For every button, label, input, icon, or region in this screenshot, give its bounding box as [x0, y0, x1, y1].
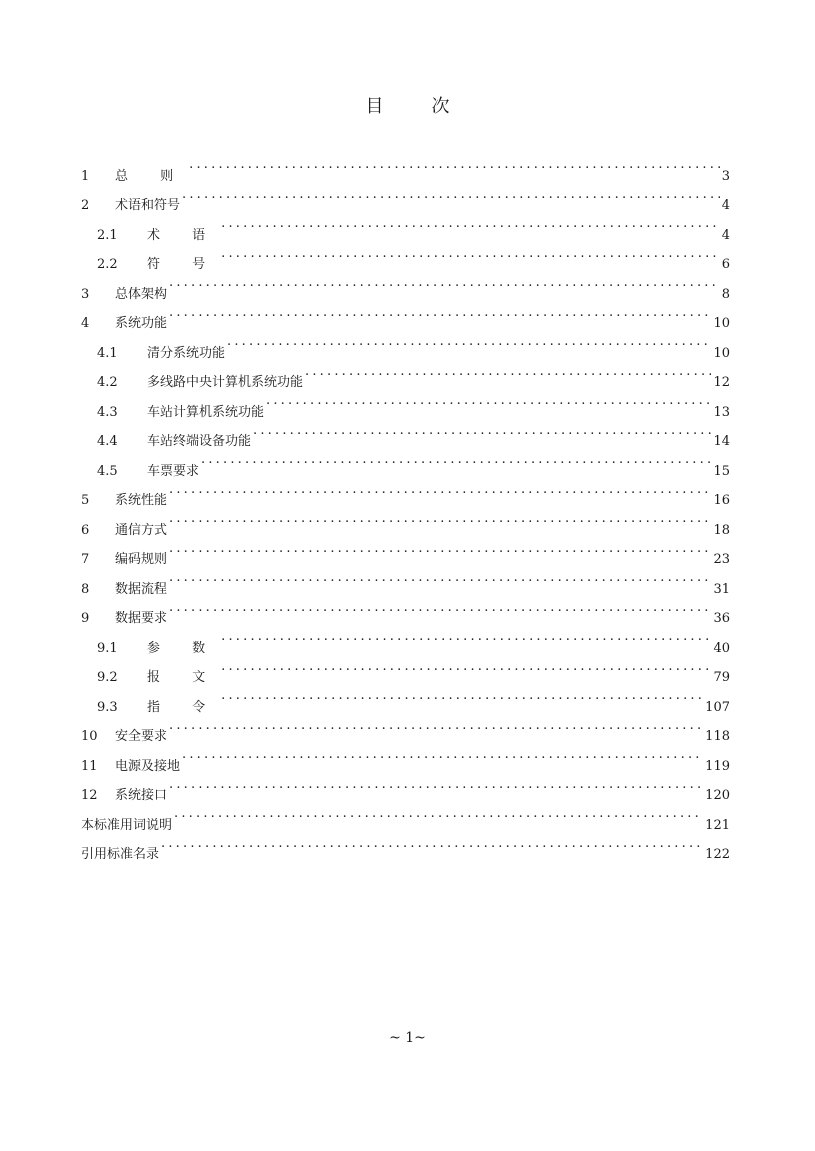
toc-leader-dots: [169, 563, 711, 593]
toc-page-number: 31: [713, 581, 730, 597]
toc-label: 编码规则: [115, 552, 168, 567]
toc-row[interactable]: [81, 770, 730, 803]
toc-number: 2.1: [97, 227, 118, 243]
toc-page-number: 36: [713, 611, 730, 626]
toc-leader-dots: [266, 386, 711, 416]
toc-leader-dots: [182, 740, 703, 770]
page-number-footer: ~ 1~: [389, 1030, 426, 1046]
toc-label: 数据要求: [115, 611, 168, 626]
toc-number: 4.1: [97, 345, 118, 361]
toc-number: 4: [81, 316, 90, 331]
toc-number: 9: [81, 611, 90, 626]
toc-page-number: 119: [705, 758, 730, 774]
toc-leader-dots: [161, 829, 703, 859]
toc-page-number: 13: [713, 404, 730, 420]
toc-row[interactable]: [81, 150, 730, 184]
toc-number: 2.2: [97, 257, 118, 272]
toc-number: 7: [81, 552, 90, 567]
toc-page-number: 14: [713, 434, 730, 449]
toc-label: 报 文: [147, 670, 220, 685]
toc-leader-dots: [221, 209, 720, 239]
toc-leader-dots: [201, 445, 711, 475]
toc-number: 4.3: [97, 404, 118, 420]
toc-row[interactable]: [81, 799, 730, 833]
toc-label: 术语和符号: [115, 198, 181, 213]
toc-number: 1: [81, 168, 90, 184]
toc-page-number: 79: [713, 670, 730, 685]
toc-label: 总 则: [115, 168, 188, 184]
toc-page-number: 107: [705, 699, 730, 715]
toc-leader-dots: [305, 357, 711, 387]
toc-page-number: 10: [713, 345, 730, 361]
toc-page-number: 10: [713, 316, 730, 331]
toc-page-number: 18: [713, 522, 730, 538]
toc-number: 10: [81, 729, 98, 744]
toc-page-number: 4: [721, 227, 730, 243]
toc-label: 车站终端设备功能: [147, 434, 252, 449]
toc-leader-dots: [169, 770, 703, 800]
title-char-1: 目: [365, 96, 384, 117]
toc-number: 6: [81, 522, 90, 538]
toc-leader-dots: [169, 534, 711, 564]
toc-leader-dots: [182, 180, 720, 210]
toc-row[interactable]: [81, 298, 730, 331]
page-title: [0, 92, 815, 118]
toc-row[interactable]: [81, 711, 730, 744]
toc-leader-dots: [169, 475, 711, 505]
toc-row[interactable]: [81, 563, 730, 597]
toc-label: 本标准用词说明: [81, 817, 173, 833]
toc-page-number: 118: [705, 729, 730, 744]
toc-page-number: 40: [713, 640, 730, 656]
toc-label: 系统功能: [115, 316, 168, 331]
toc-row[interactable]: [81, 829, 730, 862]
toc-page-number: 12: [713, 375, 730, 390]
toc-page-number: 122: [705, 847, 730, 862]
toc-leader-dots: [189, 150, 720, 180]
toc-leader-dots: [169, 711, 703, 741]
toc-leader-dots: [174, 799, 703, 829]
toc-page-number: 121: [705, 817, 730, 833]
toc-leader-dots: [253, 416, 711, 446]
toc-number: 9.2: [97, 670, 118, 685]
toc-row[interactable]: [81, 740, 730, 774]
toc-label: 引用标准名录: [81, 847, 160, 862]
toc-label: 指 令: [147, 699, 220, 715]
toc-page-number: 8: [721, 286, 730, 302]
toc-page-number: 3: [721, 168, 730, 184]
toc-page-number: 16: [713, 493, 730, 508]
toc-label: 总体架构: [115, 286, 168, 302]
toc-row[interactable]: [81, 504, 730, 538]
toc-leader-dots: [169, 504, 711, 534]
toc-number: 2: [81, 198, 90, 213]
toc-row[interactable]: [81, 534, 730, 567]
toc-label: 安全要求: [115, 729, 168, 744]
toc-label: 系统性能: [115, 493, 168, 508]
toc-number: 4.4: [97, 434, 118, 449]
toc-label: 符 号: [147, 257, 220, 272]
toc-page-number: 6: [721, 257, 730, 272]
toc-row[interactable]: [81, 622, 730, 656]
toc-label: 电源及接地: [115, 758, 181, 774]
toc-leader-dots: [221, 681, 703, 711]
toc-label: 车站计算机系统功能: [147, 404, 265, 420]
toc-leader-dots: [221, 652, 711, 682]
toc-page-number: 15: [713, 463, 730, 479]
toc-leader-dots: [221, 622, 711, 652]
toc-number: 5: [81, 493, 90, 508]
toc-page-number: 4: [721, 198, 730, 213]
toc-number: 3: [81, 286, 90, 302]
toc-number: 4.2: [97, 375, 118, 390]
toc-number: 11: [81, 758, 98, 774]
toc-page-number: 120: [705, 788, 730, 803]
title-char-2: 次: [431, 96, 450, 117]
toc-leader-dots: [169, 298, 711, 328]
toc-label: 清分系统功能: [147, 345, 226, 361]
toc-label: 车票要求: [147, 463, 200, 479]
toc-label: 通信方式: [115, 522, 168, 538]
toc-row[interactable]: [81, 327, 730, 361]
toc-leader-dots: [221, 239, 720, 269]
toc-label: 术 语: [147, 227, 220, 243]
toc-row[interactable]: [81, 475, 730, 508]
toc-row[interactable]: [81, 268, 730, 302]
table-of-contents: [81, 150, 730, 862]
toc-page-number: 23: [713, 552, 730, 567]
toc-leader-dots: [227, 327, 711, 357]
toc-number: 4.5: [97, 463, 118, 479]
toc-label: 数据流程: [115, 581, 168, 597]
toc-label: 参 数: [147, 640, 220, 656]
toc-leader-dots: [169, 593, 711, 623]
toc-label: 多线路中央计算机系统功能: [147, 375, 304, 390]
toc-number: 8: [81, 581, 90, 597]
toc-number: 9.1: [97, 640, 118, 656]
toc-leader-dots: [169, 268, 720, 298]
toc-number: 9.3: [97, 699, 118, 715]
toc-label: 系统接口: [115, 788, 168, 803]
toc-row[interactable]: [81, 593, 730, 626]
toc-number: 12: [81, 788, 98, 803]
